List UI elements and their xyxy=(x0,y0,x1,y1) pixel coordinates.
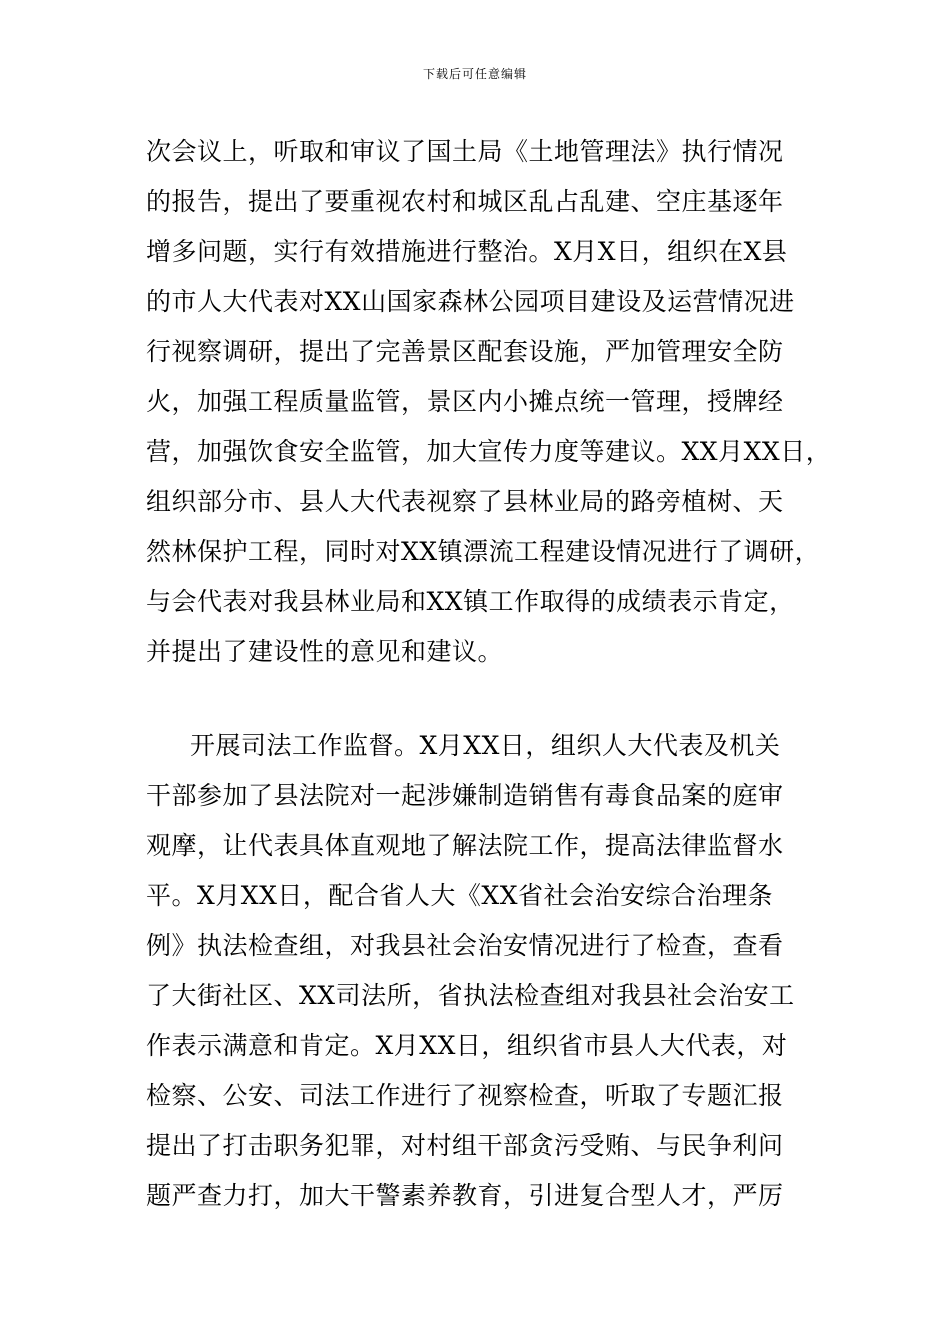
text-line: 的报告，提出了要重视农村和城区乱占乱建、空庄基逐年 xyxy=(146,187,784,216)
text-line: 检察、公安、司法工作进行了视察检查，听取了专题汇报 xyxy=(146,1081,784,1110)
text-line: 火，加强工程质量监管，景区内小摊点统一管理，授牌经 xyxy=(146,387,784,416)
page-header: 下载后可任意编辑 xyxy=(422,67,527,81)
text-line: 了大街社区、XX司法所，省执法检查组对我县社会治安工 xyxy=(146,981,795,1010)
text-line: 题严查力打，加大干警素养教育，引进复合型人才，严厉 xyxy=(146,1181,784,1210)
paragraph-judicial-supervision xyxy=(146,721,846,1221)
text-line: 观摩，让代表具体直观地了解法院工作，提高法律监督水 xyxy=(146,831,784,860)
text-line: 增多问题，实行有效措施进行整治。X月X日，组织在X县 xyxy=(146,237,788,266)
text-line: 提出了打击职务犯罪，对村组干部贪污受贿、与民争利问 xyxy=(146,1131,784,1160)
text-line: 然林保护工程，同时对XX镇漂流工程建设情况进行了调研， xyxy=(146,537,821,566)
text-line: 与会代表对我县林业局和XX镇工作取得的成绩表示肯定， xyxy=(146,587,795,616)
text-line: 的市人大代表对XX山国家森林公园项目建设及运营情况进 xyxy=(146,287,795,316)
text-line: 组织部分市、县人大代表视察了县林业局的路旁植树、天 xyxy=(146,487,784,516)
text-line: 作表示满意和肯定。X月XX日，组织省市县人大代表，对 xyxy=(146,1031,788,1060)
text-line: 平。X月XX日，配合省人大《XX省社会治安综合治理条 xyxy=(146,881,773,910)
text-line: 次会议上，听取和审议了国土局《土地管理法》执行情况 xyxy=(146,137,784,166)
text-line: 行视察调研，提出了完善景区配套设施，严加管理安全防 xyxy=(146,337,784,366)
text-line: 干部参加了县法院对一起涉嫌制造销售有毒食品案的庭审 xyxy=(146,781,784,810)
text-line: 例》执法检查组，对我县社会治安情况进行了检查，查看 xyxy=(146,931,784,960)
text-line: 开展司法工作监督。X月XX日，组织人大代表及机关 xyxy=(190,731,781,760)
text-line: 并提出了建设性的意见和建议。 xyxy=(146,637,504,666)
text-line: 营，加强饮食安全监管，加大宣传力度等建议。XX月XX日， xyxy=(146,437,832,466)
paragraph-continued xyxy=(146,127,846,677)
